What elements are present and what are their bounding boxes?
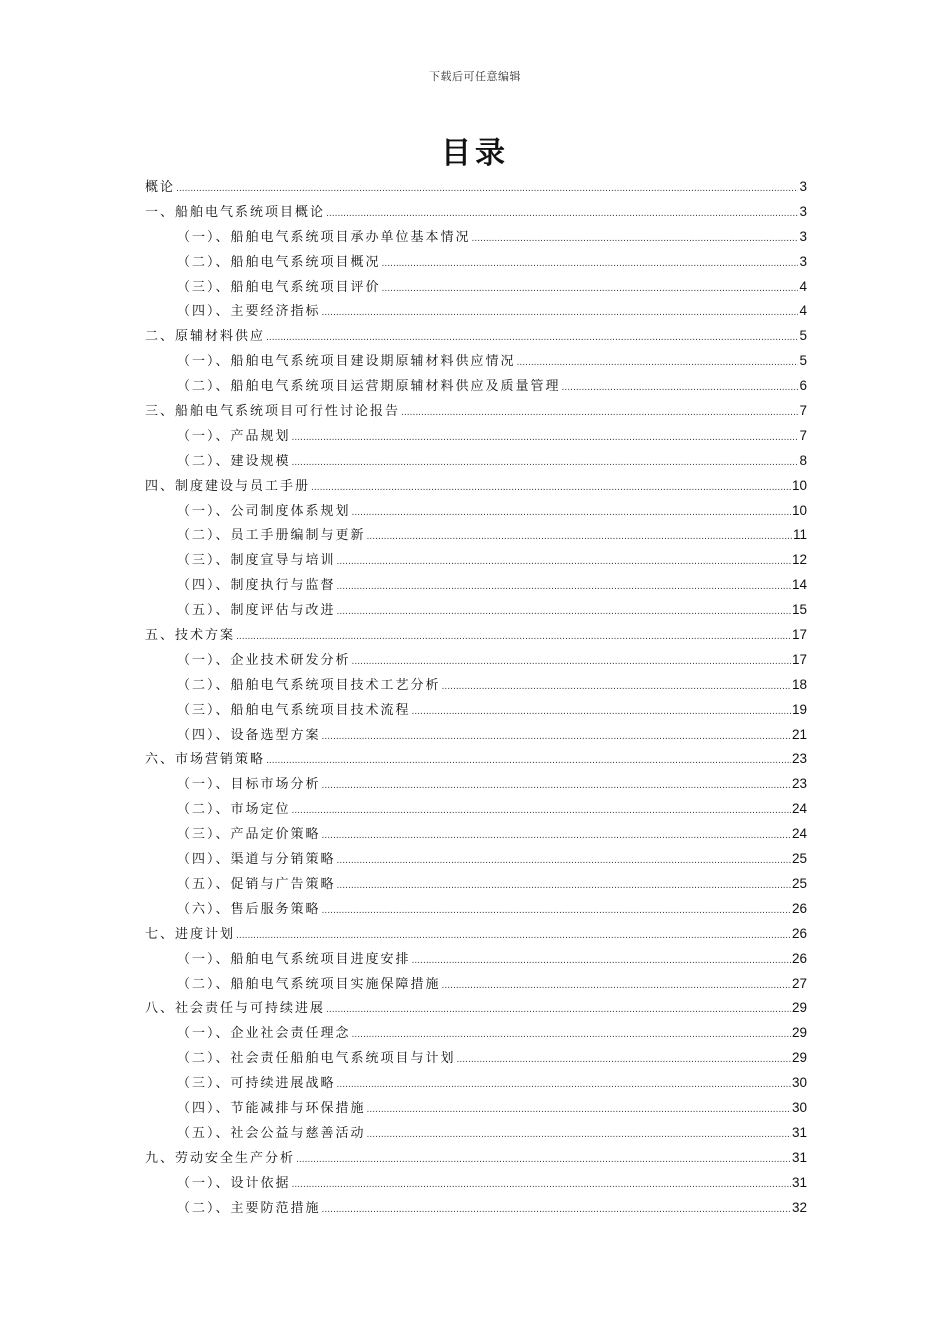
toc-page-number: 18: [791, 676, 807, 692]
toc-entry[interactable]: [145, 598, 807, 623]
toc-leader-dots: [326, 998, 791, 1023]
toc-leader-dots: [322, 774, 791, 799]
toc-entry-text: 四、制度建设与员工手册: [145, 478, 311, 494]
toc-entry-text: （二）、市场定位: [177, 802, 291, 818]
toc-page-number: 32: [791, 1199, 807, 1215]
toc-entry-text: （三）、可持续进展战略: [177, 1076, 336, 1092]
toc-leader-dots: [326, 202, 798, 227]
toc-entry[interactable]: [145, 175, 807, 200]
toc-leader-dots: [382, 252, 799, 277]
toc-entry[interactable]: [145, 499, 807, 524]
toc-leader-dots: [337, 874, 791, 899]
toc-entry-text: 八、社会责任与可持续进展: [145, 1001, 326, 1017]
toc-entry-text: （二）、主要防范措施: [177, 1200, 321, 1216]
toc-page-number: 12: [791, 552, 807, 568]
toc-page-number: 30: [791, 1075, 807, 1091]
toc-page-number: 25: [791, 875, 807, 891]
toc-entry[interactable]: [145, 797, 807, 822]
toc-entry-text: （二）、船舶电气系统项目概况: [177, 254, 381, 270]
toc-leader-dots: [236, 924, 791, 949]
toc-entry-text: （三）、制度宣导与培训: [177, 553, 336, 569]
toc-page-number: 29: [791, 1000, 807, 1016]
toc-entry[interactable]: [145, 548, 807, 573]
toc-leader-dots: [296, 1148, 791, 1173]
toc-leader-dots: [292, 451, 799, 476]
toc-page-number: 27: [791, 975, 807, 991]
toc-page-number: 17: [791, 651, 807, 667]
toc-entry[interactable]: [145, 1021, 807, 1046]
toc-page-number: 6: [799, 378, 807, 394]
toc-entry[interactable]: [145, 250, 807, 275]
toc-entry[interactable]: [145, 922, 807, 947]
toc-entry-text: （一）、船舶电气系统项目进度安排: [177, 951, 411, 967]
toc-entry[interactable]: [145, 374, 807, 399]
toc-entry-text: （四）、节能减排与环保措施: [177, 1100, 366, 1116]
toc-leader-dots: [367, 1123, 791, 1148]
toc-page-number: 29: [791, 1050, 807, 1066]
toc-entry[interactable]: [145, 349, 807, 374]
toc-leader-dots: [292, 1173, 791, 1198]
toc-entry-text: 二、原辅材料供应: [145, 329, 266, 345]
toc-entry-text: 九、劳动安全生产分析: [145, 1150, 296, 1166]
toc-page-number: 23: [791, 776, 807, 792]
toc-leader-dots: [337, 600, 791, 625]
toc-entry-text: （五）、促销与广告策略: [177, 876, 336, 892]
toc-page-number: 4: [799, 278, 807, 294]
toc-page-number: 10: [791, 477, 807, 493]
toc-entry-text: （二）、船舶电气系统项目技术工艺分析: [177, 677, 441, 693]
toc-leader-dots: [322, 824, 791, 849]
toc-entry[interactable]: [145, 573, 807, 598]
toc-entry[interactable]: [145, 1196, 807, 1221]
toc-entry-text: （四）、主要经济指标: [177, 304, 321, 320]
toc-entry-text: （三）、船舶电气系统项目技术流程: [177, 702, 411, 718]
toc-page-number: 4: [799, 303, 807, 319]
toc-page-number: 24: [791, 826, 807, 842]
toc-leader-dots: [176, 177, 798, 202]
toc-entry-text: （二）、船舶电气系统项目运营期原辅材料供应及质量管理: [177, 379, 561, 395]
toc-entry[interactable]: [145, 996, 807, 1021]
toc-entry[interactable]: [145, 1146, 807, 1171]
toc-entry[interactable]: [145, 723, 807, 748]
toc-page-number: 31: [791, 1124, 807, 1140]
toc-entry[interactable]: [145, 897, 807, 922]
toc-entry-text: （一）、企业技术研发分析: [177, 652, 351, 668]
toc-page-number: 7: [799, 427, 807, 443]
toc-page-number: 15: [791, 602, 807, 618]
toc-leader-dots: [322, 301, 799, 326]
toc-entry[interactable]: [145, 424, 807, 449]
toc-entry[interactable]: [145, 822, 807, 847]
toc-leader-dots: [266, 326, 798, 351]
toc-leader-dots: [352, 1023, 791, 1048]
toc-title: 目录: [441, 136, 509, 171]
toc-page-number: 3: [799, 228, 807, 244]
toc-page-number: 31: [791, 1149, 807, 1165]
toc-leader-dots: [412, 700, 791, 725]
toc-page-number: 17: [791, 627, 807, 643]
toc-page-number: 24: [791, 801, 807, 817]
toc-entry[interactable]: [145, 847, 807, 872]
toc-leader-dots: [311, 476, 791, 501]
toc-leader-dots: [322, 725, 791, 750]
toc-entry-text: （一）、企业社会责任理念: [177, 1026, 351, 1042]
toc-leader-dots: [337, 550, 791, 575]
toc-entry-text: （二）、社会责任船舶电气系统项目与计划: [177, 1051, 456, 1067]
toc-page-number: 3: [799, 203, 807, 219]
toc-page-number: 19: [791, 701, 807, 717]
toc-entry[interactable]: [145, 772, 807, 797]
toc-entry[interactable]: [145, 972, 807, 997]
toc-page-number: 8: [799, 452, 807, 468]
toc-leader-dots: [322, 1198, 791, 1223]
toc-entry-text: （五）、社会公益与慈善活动: [177, 1125, 366, 1141]
toc-leader-dots: [337, 1073, 791, 1098]
toc-entry-text: （三）、船舶电气系统项目评价: [177, 279, 381, 295]
toc-page-number: 10: [791, 502, 807, 518]
toc-page-number: 26: [791, 925, 807, 941]
toc-entry[interactable]: [145, 523, 807, 548]
toc-entry[interactable]: [145, 474, 807, 499]
toc-leader-dots: [292, 799, 791, 824]
toc-entry[interactable]: [145, 747, 807, 772]
toc-page-number: 5: [799, 328, 807, 344]
toc-entry-text: 一、船舶电气系统项目概论: [145, 204, 326, 220]
toc-page-number: 3: [799, 179, 807, 194]
toc-leader-dots: [442, 675, 791, 700]
toc-leader-dots: [562, 376, 799, 401]
toc-entry-text: （四）、设备选型方案: [177, 727, 321, 743]
toc-leader-dots: [266, 749, 791, 774]
toc-entry-text: （五）、制度评估与改进: [177, 603, 336, 619]
toc-leader-dots: [352, 650, 791, 675]
toc-entry-text: （一）、船舶电气系统项目建设期原辅材料供应情况: [177, 354, 516, 370]
toc-entry-text: 概论: [145, 180, 176, 195]
toc-entry[interactable]: [145, 324, 807, 349]
toc-leader-dots: [322, 899, 791, 924]
toc-entry[interactable]: [145, 1096, 807, 1121]
toc-entry[interactable]: [145, 947, 807, 972]
toc-entry-text: 六、市场营销策略: [145, 752, 266, 768]
toc-page-number: 3: [799, 253, 807, 269]
toc-page-number: 25: [791, 851, 807, 867]
toc-leader-dots: [367, 525, 792, 550]
toc-page-number: 7: [799, 403, 807, 419]
toc-leader-dots: [382, 277, 799, 302]
toc-entry-text: （一）、船舶电气系统项目承办单位基本情况: [177, 229, 471, 245]
toc-leader-dots: [442, 974, 791, 999]
toc-entry[interactable]: [145, 648, 807, 673]
toc-leader-dots: [367, 1098, 791, 1123]
toc-leader-dots: [337, 575, 791, 600]
toc-entry[interactable]: [145, 225, 807, 250]
toc-entry[interactable]: [145, 1046, 807, 1071]
toc-entry-text: （四）、制度执行与监督: [177, 578, 336, 594]
toc-leader-dots: [472, 227, 799, 252]
toc-entry-text: 三、船舶电气系统项目可行性讨论报告: [145, 404, 401, 420]
toc-entry-text: （六）、售后服务策略: [177, 901, 321, 917]
toc-leader-dots: [457, 1048, 791, 1073]
toc-entry[interactable]: [145, 872, 807, 897]
toc-entry-text: （三）、产品定价策略: [177, 827, 321, 843]
toc-entry[interactable]: [145, 698, 807, 723]
toc-leader-dots: [517, 351, 799, 376]
toc-leader-dots: [292, 426, 799, 451]
toc-leader-dots: [236, 625, 791, 650]
table-of-contents: [145, 175, 807, 1220]
toc-entry[interactable]: [145, 399, 807, 424]
toc-entry-text: （四）、渠道与分销策略: [177, 852, 336, 868]
toc-leader-dots: [412, 949, 791, 974]
toc-page-number: 21: [791, 726, 807, 742]
toc-entry[interactable]: [145, 299, 807, 324]
toc-page-number: 29: [791, 1025, 807, 1041]
toc-entry-text: 五、技术方案: [145, 628, 236, 644]
toc-entry[interactable]: [145, 449, 807, 474]
toc-leader-dots: [401, 401, 798, 426]
toc-entry[interactable]: [145, 623, 807, 648]
toc-entry-text: （一）、公司制度体系规划: [177, 503, 351, 519]
toc-entry[interactable]: [145, 1121, 807, 1146]
toc-entry[interactable]: [145, 200, 807, 225]
toc-entry-text: （二）、员工手册编制与更新: [177, 528, 366, 544]
toc-entry-text: 七、进度计划: [145, 926, 236, 942]
toc-page-number: 14: [791, 577, 807, 593]
toc-entry-text: （二）、建设规模: [177, 453, 291, 469]
toc-leader-dots: [337, 849, 791, 874]
toc-entry[interactable]: [145, 673, 807, 698]
toc-entry[interactable]: [145, 275, 807, 300]
toc-page-number: 30: [791, 1099, 807, 1115]
toc-entry[interactable]: [145, 1171, 807, 1196]
toc-page-number: 26: [791, 900, 807, 916]
toc-entry-text: （一）、目标市场分析: [177, 777, 321, 793]
toc-page-number: 23: [791, 751, 807, 767]
toc-page-number: 11: [792, 527, 807, 543]
toc-leader-dots: [352, 501, 791, 526]
toc-entry[interactable]: [145, 1071, 807, 1096]
toc-entry-text: （一）、产品规划: [177, 428, 291, 444]
toc-page-number: 26: [791, 950, 807, 966]
page-header-note: 下载后可任意编辑: [429, 70, 521, 83]
toc-page-number: 5: [799, 353, 807, 369]
toc-entry-text: （一）、设计依据: [177, 1175, 291, 1191]
toc-page-number: 31: [791, 1174, 807, 1190]
toc-entry-text: （二）、船舶电气系统项目实施保障措施: [177, 976, 441, 992]
